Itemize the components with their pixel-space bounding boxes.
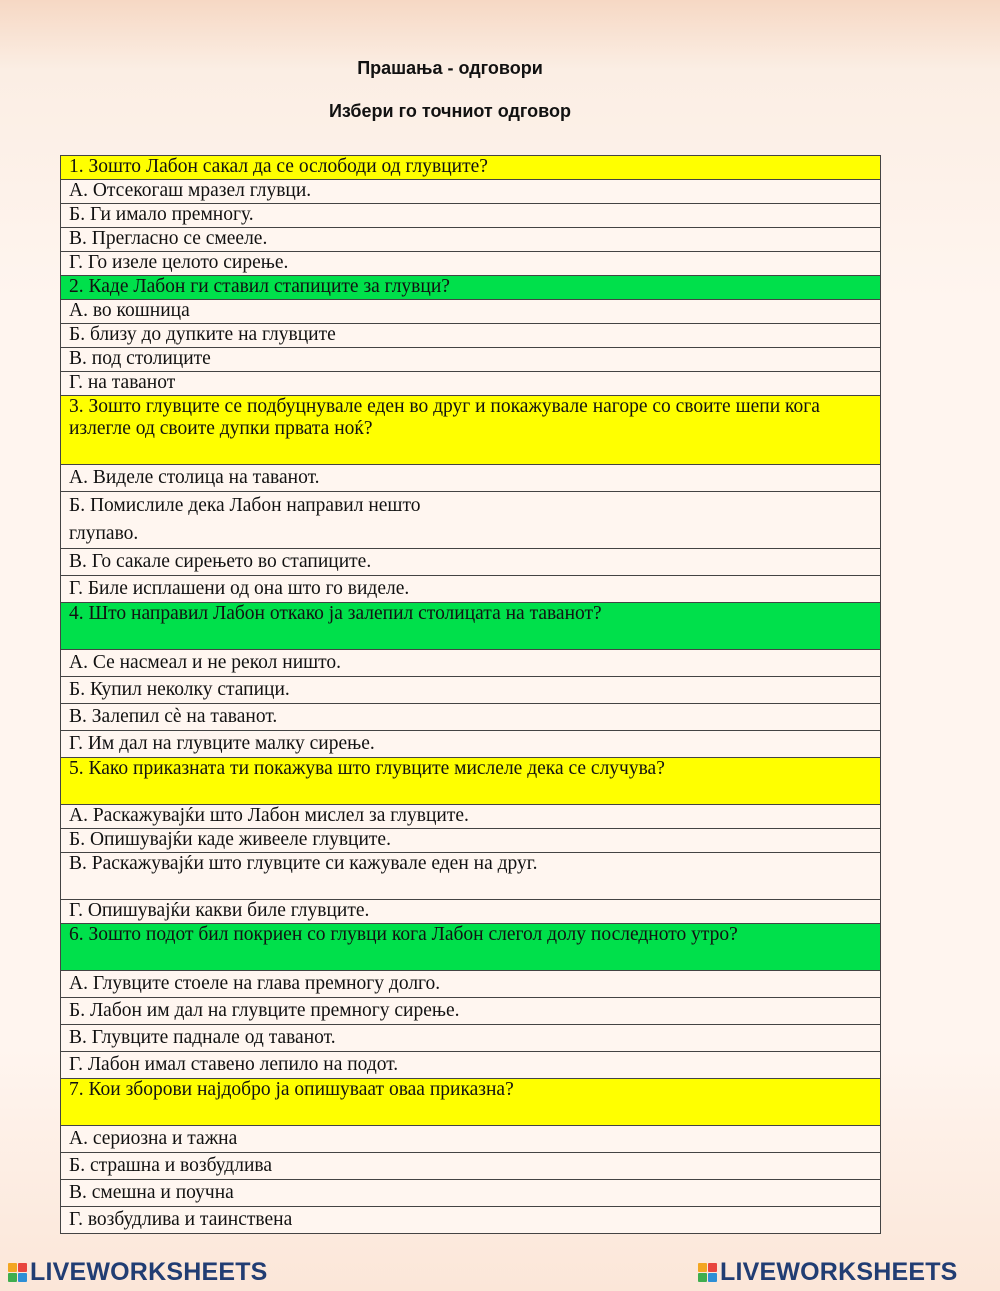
liveworksheets-logo-icon [8,1263,27,1282]
answer-text[interactable]: Г. Го изеле целото сирење. [61,252,881,276]
question-text: 5. Како приказната ти покажува што глувците мислеле дека се случува? [61,758,881,805]
answer-text[interactable]: В. Раскажувајќи што глувците си кажувале еден на друг. [61,853,881,900]
question-row [61,603,881,650]
answer-option[interactable] [61,300,881,324]
answer-text[interactable]: Г. Лабон имал ставено лепило на подот. [61,1052,881,1079]
answer-option[interactable] [61,1153,881,1180]
question-row [61,758,881,805]
answer-option[interactable] [61,180,881,204]
answer-option[interactable] [61,650,881,677]
answer-option[interactable] [61,228,881,252]
question-text: 3. Зошто глувците се подбуцнувале еден во друг и покажувале нагоре со своите шепи кога излегле од своите дупки првата ноќ? [61,396,881,465]
answer-option[interactable] [61,853,881,900]
answer-text[interactable]: В. Глувците паднале од таванот. [61,1025,881,1052]
answer-text[interactable]: А. Отсекогаш мразел глувци. [61,180,881,204]
answer-text[interactable]: А. Глувците стоеле на глава премногу долго. [61,971,881,998]
question-text: 1. Зошто Лабон сакал да се ослободи од глувците? [61,156,881,180]
liveworksheets-logo-icon [698,1263,717,1282]
answer-text[interactable]: Г. Опишувајќи какви биле глувците. [61,900,881,924]
answer-text[interactable]: Г. возбудлива и таинствена [61,1207,881,1234]
answer-text[interactable]: Б. Лабон им дал на глувците премногу сирење. [61,998,881,1025]
answer-text[interactable]: А. сериозна и тажна [61,1126,881,1153]
answer-option[interactable] [61,492,881,549]
answer-option[interactable] [61,1180,881,1207]
question-text: 7. Кои зборови најдобро ја опишуваат оваа приказна? [61,1079,881,1126]
answer-option[interactable] [61,971,881,998]
answer-text[interactable]: А. Се насмеал и не рекол ништо. [61,650,881,677]
answer-option[interactable] [61,465,881,492]
answer-text[interactable]: В. под столиците [61,348,881,372]
answer-option[interactable] [61,1207,881,1234]
answer-text[interactable]: А. Раскажувајќи што Лабон мислел за глувците. [61,805,881,829]
question-row [61,156,881,180]
answer-option[interactable] [61,829,881,853]
answer-option[interactable] [61,1126,881,1153]
answer-option[interactable] [61,348,881,372]
answer-text[interactable]: Б. страшна и возбудлива [61,1153,881,1180]
page-title: Прашања - одговори [357,58,543,78]
answer-option[interactable] [61,805,881,829]
answer-option[interactable] [61,731,881,758]
answer-text[interactable]: В. Залепил сè на таванот. [61,704,881,731]
answer-text[interactable]: Г. Им дал на глувците малку сирење. [61,731,881,758]
question-text: 6. Зошто подот бил покриен со глувци кога Лабон слегол долу последното утро? [61,924,881,971]
answer-text[interactable]: В. Го сакале сирењето во стапиците. [61,549,881,576]
question-text: 4. Што направил Лабон откако ја залепил столицата на таванот? [61,603,881,650]
brand-text: LIVEWORKSHEETS [30,1257,268,1286]
answer-option[interactable] [61,372,881,396]
quiz-table [60,155,881,1234]
answer-option[interactable] [61,324,881,348]
question-row [61,396,881,465]
answer-option[interactable] [61,576,881,603]
answer-option[interactable] [61,549,881,576]
question-row [61,1079,881,1126]
answer-option[interactable] [61,1025,881,1052]
answer-text[interactable]: В. Прегласно се смееле. [61,228,881,252]
answer-option[interactable] [61,677,881,704]
brand-text: LIVEWORKSHEETS [720,1257,958,1286]
liveworksheets-brand-left [8,1258,268,1286]
answer-text[interactable]: Г. Биле исплашени од она што го виделе. [61,576,881,603]
answer-text[interactable]: А. во кошница [61,300,881,324]
question-row [61,276,881,300]
answer-option[interactable] [61,252,881,276]
page-subtitle: Избери го точниот одговор [328,101,571,121]
answer-text[interactable]: Б. Ги имало премногу. [61,204,881,228]
question-text: 2. Каде Лабон ги ставил стапиците за глувци? [61,276,881,300]
answer-text[interactable]: А. Виделе столица на таванот. [61,465,881,492]
answer-option[interactable] [61,204,881,228]
answer-text[interactable]: В. смешна и поучна [61,1180,881,1207]
answer-text[interactable]: Г. на таванот [61,372,881,396]
answer-option[interactable] [61,998,881,1025]
answer-text[interactable]: Б. Опишувајќи каде живееле глувците. [61,829,881,853]
question-row [61,924,881,971]
answer-text[interactable]: Б. близу до дупките на глувците [61,324,881,348]
answer-option[interactable] [61,900,881,924]
answer-text[interactable]: Б. Купил неколку стапици. [61,677,881,704]
liveworksheets-brand-right [698,1258,958,1286]
answer-option[interactable] [61,1052,881,1079]
answer-option[interactable] [61,704,881,731]
answer-text[interactable]: Б. Помислиле дека Лабон направил нешто глупаво. [61,492,881,549]
